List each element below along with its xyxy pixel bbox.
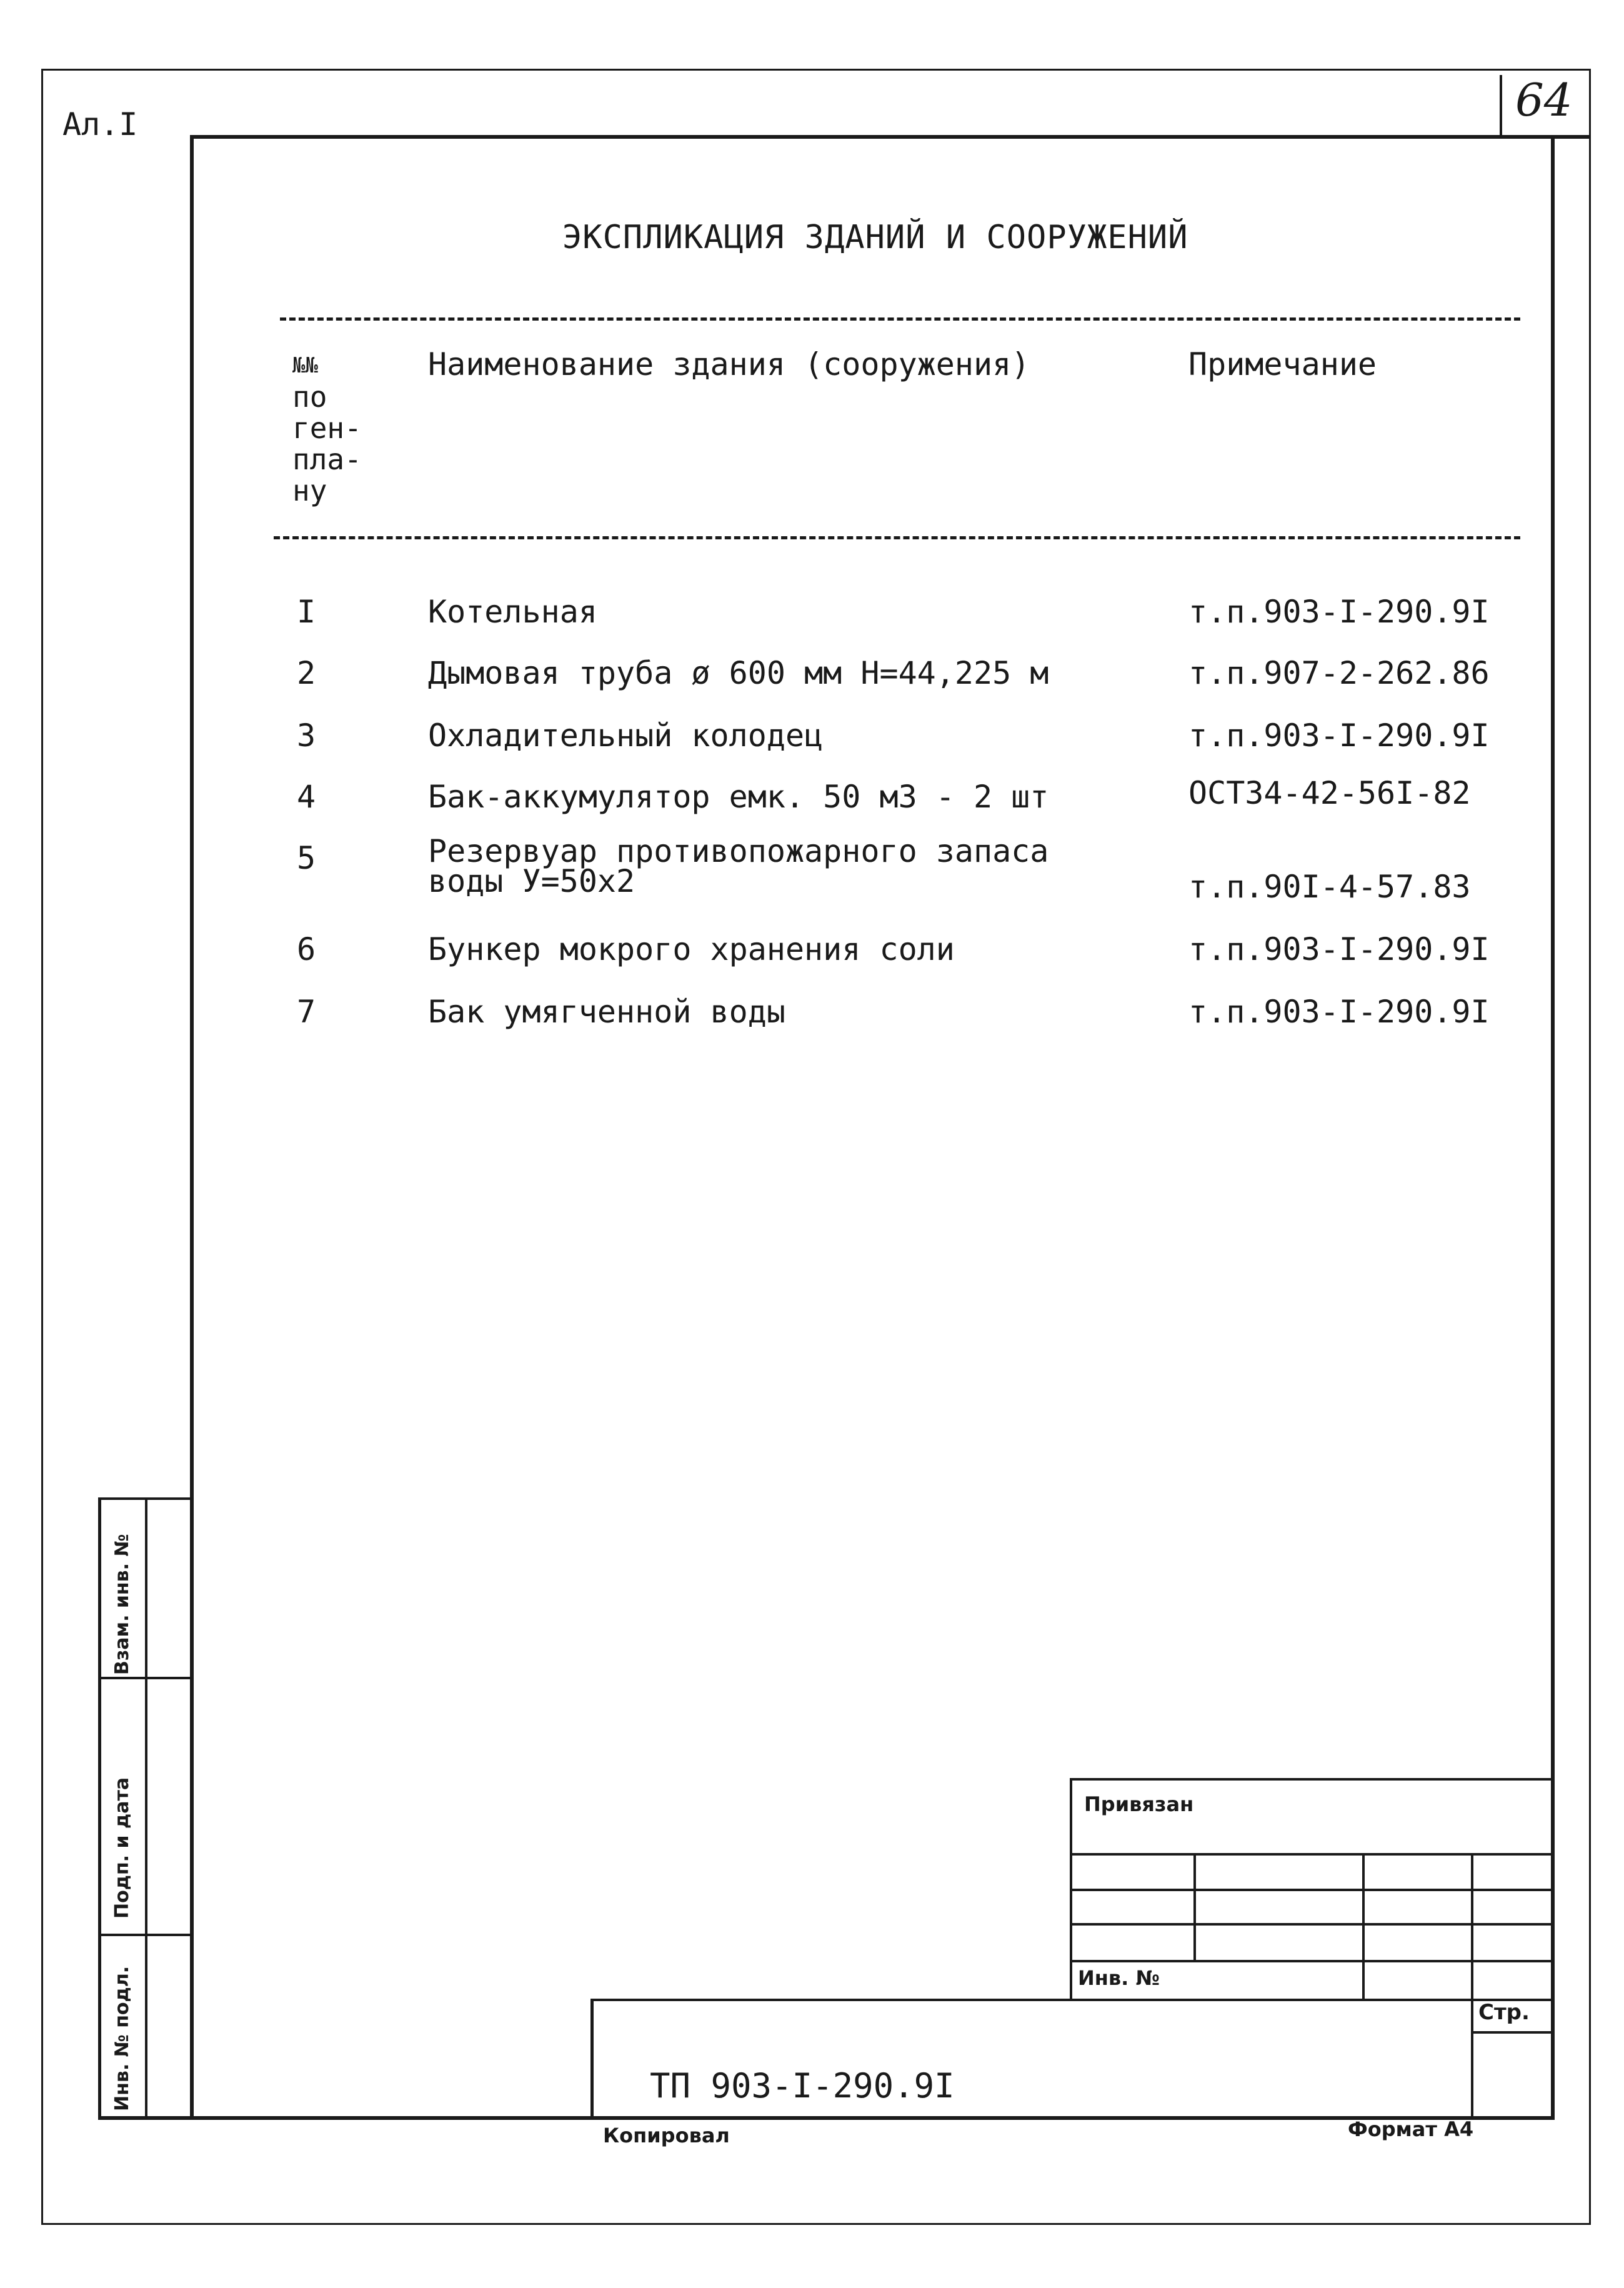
row-number: 3: [297, 717, 316, 754]
header-name: Наименование здания (сооружения): [428, 346, 1030, 382]
row-name: Резервуар противопожарного запаса: [428, 833, 1049, 869]
stamp-lower-left: [590, 1999, 594, 2119]
privyazan-label: Привязан: [1084, 1792, 1194, 1816]
side-strip-top: [98, 1497, 192, 1500]
page-box-left: [1500, 75, 1502, 137]
row-note: т.п.903-I-290.9I: [1188, 717, 1490, 754]
stamp-row-4: [1070, 1960, 1552, 1962]
row-number: 5: [297, 840, 316, 876]
stamp-col-2: [1362, 1853, 1365, 2000]
inv-podl-label: Инв. № подл.: [111, 1966, 133, 2111]
header-num-line: №№: [292, 353, 318, 378]
row-note: т.п.903-I-290.9I: [1188, 931, 1490, 967]
row-number: 2: [297, 655, 316, 691]
row-name: Бункер мокрого хранения соли: [428, 931, 955, 967]
sheet-label: Ал.I: [62, 106, 138, 142]
row-note: т.п.903-I-290.9I: [1188, 994, 1490, 1030]
stamp-row-3: [1070, 1923, 1552, 1926]
outer-border-top: [41, 69, 1591, 71]
row-number: 7: [297, 994, 316, 1030]
inv-no-label: Инв. №: [1078, 1966, 1160, 1990]
row-name: Бак умягченной воды: [428, 994, 785, 1030]
header-rule-top: [280, 317, 1520, 321]
frame-right: [1551, 135, 1555, 2119]
row-note: ОСТ34-42-56I-82: [1188, 775, 1471, 811]
header-num-line: ну: [292, 474, 327, 507]
outer-border-left: [41, 69, 43, 2225]
side-strip-sep-2: [98, 1934, 192, 1936]
format-label: Формат А4: [1348, 2117, 1474, 2141]
side-strip-sep-1: [98, 1677, 192, 1679]
stamp-lower-top: [592, 1999, 1552, 2001]
stamp-upper-top: [1070, 1778, 1552, 1781]
side-strip-divider: [145, 1499, 147, 2120]
row-name: Бак-аккумулятор емк. 50 м3 - 2 шт: [428, 779, 1049, 815]
copied-label: Копировал: [603, 2124, 730, 2147]
side-strip-left: [98, 1499, 101, 2120]
row-note: т.п.907-2-262.86: [1188, 655, 1490, 691]
row-name: Охладительный колодец: [428, 717, 824, 754]
stamp-row-1: [1070, 1853, 1552, 1856]
header-note: Примечание: [1188, 346, 1377, 382]
designation: ТП 903-I-290.9I: [650, 2066, 955, 2106]
row-number: 4: [297, 779, 316, 815]
page-title: ЭКСПЛИКАЦИЯ ЗДАНИЙ И СООРУЖЕНИЙ: [562, 219, 1188, 256]
frame-bottom: [100, 2116, 1555, 2120]
header-num-line: пла-: [292, 442, 362, 476]
header-num-line: ген-: [292, 411, 362, 445]
row-note: т.п.903-I-290.9I: [1188, 594, 1490, 630]
row-name-continuation: воды У=50х2: [428, 863, 635, 899]
frame-left: [190, 135, 194, 2119]
stamp-col-3: [1471, 1853, 1473, 2119]
header-rule-bottom: [274, 536, 1520, 539]
header-num-line: по: [292, 380, 327, 414]
row-note: т.п.90I-4-57.83: [1188, 869, 1471, 905]
header-num-column: [292, 350, 362, 506]
stamp-page-sep: [1471, 2031, 1552, 2034]
outer-border-bottom: [41, 2223, 1591, 2225]
page-label: Стр.: [1478, 2000, 1530, 2025]
row-name: Котельная: [428, 594, 597, 630]
vzam-inv-label: Взам. инв. №: [111, 1534, 133, 1675]
sheet-number: 64: [1515, 74, 1573, 126]
stamp-col-1: [1193, 1853, 1196, 1961]
row-name: Дымовая труба ø 600 мм Н=44,225 м: [428, 655, 1049, 691]
row-number: 6: [297, 931, 316, 967]
stamp-row-2: [1070, 1889, 1552, 1891]
outer-border-right: [1589, 69, 1591, 2225]
frame-top: [191, 135, 1590, 139]
podp-data-label: Подп. и дата: [111, 1777, 133, 1919]
row-number: I: [297, 594, 316, 630]
